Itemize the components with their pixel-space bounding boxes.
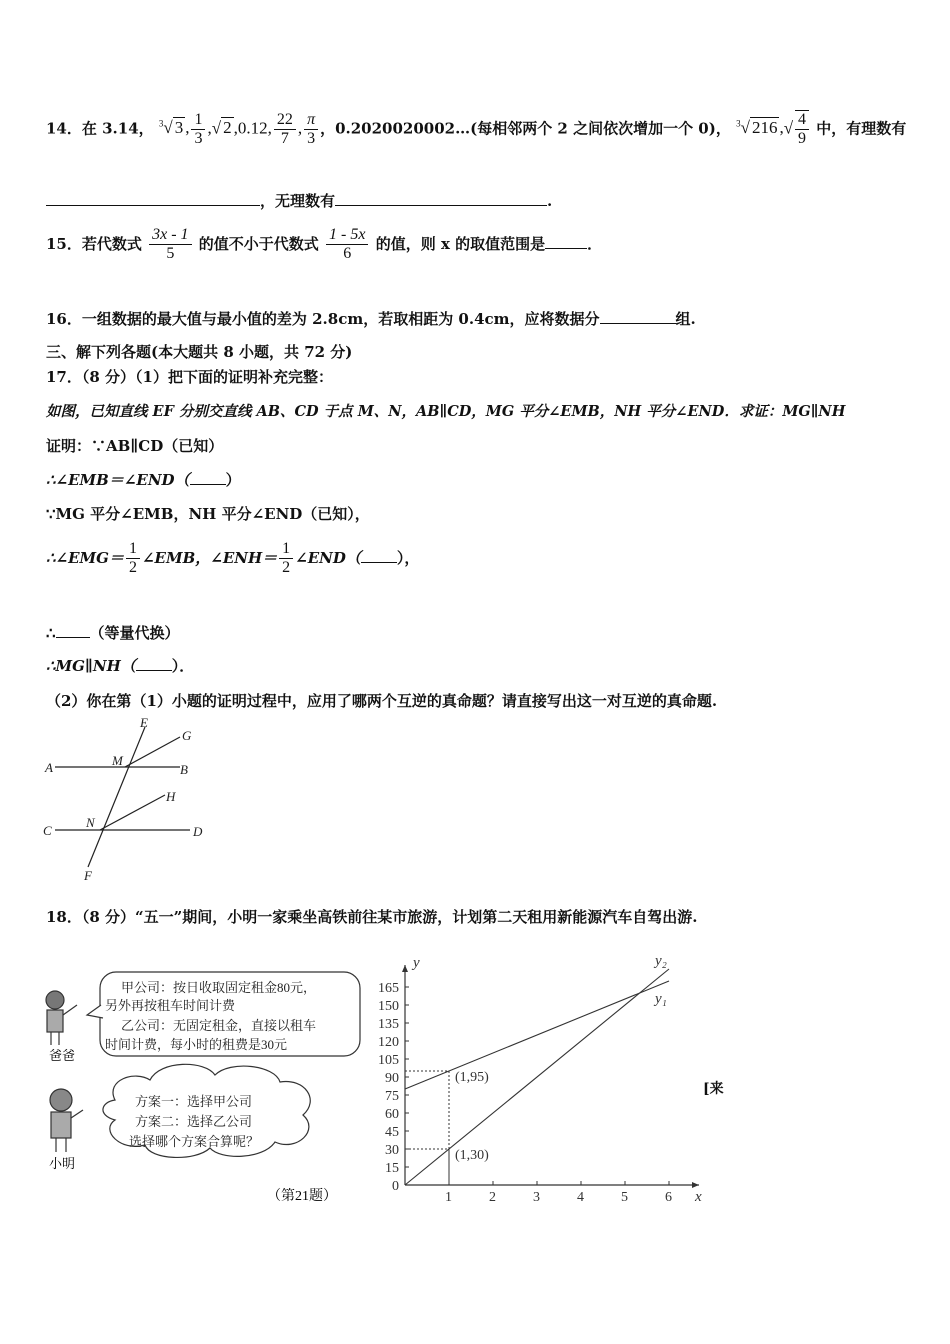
ming-bubble-line-2: 方案二：选择乙公司	[135, 1114, 253, 1129]
q17-number: 17．	[46, 368, 82, 386]
q16-line	[46, 308, 696, 329]
x-tick-label-1: 1	[445, 1190, 452, 1205]
q17-proof4-b: ∠EMB，∠ENH＝	[141, 548, 278, 567]
dad-figure	[46, 991, 77, 1045]
q18-score: （8 分）	[81, 908, 136, 926]
q17-blank-4[interactable]	[136, 670, 172, 671]
fraction-4-9: $\frac{4}{9}$	[795, 110, 809, 149]
annotation-label-1: (1,30)	[455, 1148, 489, 1163]
q15-line	[46, 226, 602, 264]
label-n: N	[86, 815, 95, 830]
figure-caption: （第21题）	[267, 1189, 337, 1204]
series-line-y1	[405, 981, 669, 1089]
q15-frac1-num: 3x - 1	[149, 226, 191, 245]
y-tick-label-30: 30	[385, 1143, 399, 1158]
q14-list-tail: ，0.2020020002…(每相邻两个 2 之间依次增加一个 0)，	[320, 119, 731, 138]
q17-part1-intro: （1）把下面的证明补充完整：	[135, 368, 333, 386]
label-m: M	[112, 753, 123, 768]
x-tick-label-2: 2	[489, 1190, 496, 1205]
y-tick-label-90: 90	[385, 1071, 399, 1086]
fraction-one-third: $\frac{1}{3}$	[191, 111, 205, 149]
annotation-label-0: (1,95)	[455, 1070, 489, 1085]
label-f: F	[84, 868, 92, 883]
q17-proof-6	[46, 655, 194, 676]
y-axis-arrow	[402, 965, 408, 972]
q17-blank-1[interactable]	[190, 484, 226, 485]
q17-proof-4	[46, 540, 419, 578]
label-g: G	[182, 728, 192, 743]
dad-bubble-line-2: 另外再按租车时间计费	[105, 998, 236, 1013]
q15-post: 的值，则 x 的取值范围是	[375, 234, 546, 253]
half-den-1: 2	[128, 559, 137, 577]
q17-proof5-post: （等量代换）	[89, 624, 180, 642]
x-tick-label-4: 4	[577, 1190, 584, 1205]
q14-blank-irrational[interactable]	[335, 205, 547, 206]
q17-proof4-a: ∴∠EMG＝	[46, 548, 124, 567]
y-tick-label-75: 75	[385, 1089, 399, 1104]
q14-post: 中，有理数有	[816, 119, 907, 138]
q16-number: 16．	[46, 310, 82, 328]
section-3-heading: 三、解下列各题(本大题共 8 小题，共 72 分)	[46, 343, 353, 361]
q18-text: “五一”期间，小明一家乘坐高铁前往某市旅游，计划第二天租用新能源汽车自驾出游.	[135, 908, 698, 926]
q16-text: 一组数据的最大值与最小值的差为 2.8cm，若取相距为 0.4cm，应将数据分	[81, 310, 600, 328]
label-b: B	[180, 762, 188, 777]
q14-line2	[46, 190, 552, 211]
q15-mid: 的值不小于代数式	[198, 234, 319, 253]
q18-line	[46, 906, 698, 927]
q15-blank[interactable]	[545, 248, 587, 249]
q17-blank-2[interactable]	[361, 562, 397, 563]
y-tick-label-120: 120	[378, 1035, 399, 1050]
q17-proof2-pre: ∴∠EMB＝∠END（	[46, 471, 190, 489]
y-tick-label-0: 0	[392, 1179, 399, 1194]
q17-proof-3: ∵MG 平分∠EMB，NH 平分∠END（已知），	[46, 505, 370, 523]
half-num-1: 1	[126, 540, 140, 559]
q14-line1: 14．在 3.14， $^3$√ 3 , $\frac{1}{3}$ ,√ 2 ,0.12, $\frac{22}{7}$ , $\frac{\pi}{3}$ ，0.2020020002…(每相邻两个 2 之间依次增加一个 0)， $^3$√ 216 ,√ $\frac{4}{9}$ 中，有理数有	[46, 110, 907, 148]
q17-proof6-post: ）．	[171, 657, 195, 675]
q14-mid: ，无理数有	[260, 192, 336, 210]
q15-fraction-2	[326, 226, 368, 264]
q15-pre: 若代数式	[81, 234, 142, 253]
rental-cost-chart	[365, 935, 705, 1210]
y-tick-label-165: 165	[378, 981, 399, 996]
ray-mg	[125, 737, 180, 767]
half-num-2: 1	[279, 540, 293, 559]
x-tick-label-6: 6	[665, 1190, 672, 1205]
q15-frac2-num: 1 - 5x	[326, 226, 368, 245]
sqrt-4-9: √	[783, 118, 794, 138]
q17-proof-1: 证明：∵AB∥CD（已知）	[46, 437, 224, 455]
q15-frac1-den: 5	[166, 245, 175, 263]
dad-label: 爸爸	[49, 1048, 76, 1063]
q15-fraction-1	[149, 226, 191, 264]
q18-number: 18．	[46, 908, 82, 926]
line-ef	[88, 727, 145, 867]
q14-blank-rational[interactable]	[46, 205, 260, 206]
half-fraction-2	[279, 540, 293, 578]
y-tick-label-60: 60	[385, 1107, 399, 1122]
ming-figure	[50, 1089, 83, 1152]
q17-blank-3[interactable]	[56, 637, 90, 638]
x-axis-arrow	[692, 1182, 699, 1188]
y-tick-label-15: 15	[385, 1161, 399, 1176]
sqrt-2: ,√ 2 ,0.12,	[207, 118, 272, 138]
q17-proof-2	[46, 469, 241, 490]
label-h: H	[166, 789, 176, 804]
q17-header	[46, 366, 333, 387]
q16-end: 组.	[675, 310, 696, 328]
ming-bubble-line-3: 选择哪个方案合算呢？	[129, 1134, 260, 1149]
q17-proof4-c: ∠END（	[295, 548, 361, 567]
q17-score: （8 分）	[81, 368, 136, 386]
y-tick-label-45: 45	[385, 1125, 399, 1140]
q15-end: ．	[587, 234, 603, 253]
half-fraction-1	[126, 540, 140, 578]
q17-proof5-pre: ∴	[46, 624, 56, 642]
label-a: A	[45, 760, 53, 775]
q16-blank[interactable]	[600, 323, 676, 324]
cube-root-3: $^3$√ 3 ,	[158, 118, 190, 138]
stray-text: [来	[703, 1081, 724, 1097]
y-tick-label-150: 150	[378, 999, 399, 1014]
fraction-22-7: $\frac{22}{7}$	[274, 111, 296, 149]
q18-illustration	[35, 960, 370, 1210]
x-tick-label-5: 5	[621, 1190, 628, 1205]
q17-geometry-figure	[40, 715, 220, 885]
dad-bubble-line-1: 甲公司：按日收取固定租金80元，	[121, 980, 317, 995]
half-den-2: 2	[282, 559, 291, 577]
q15-frac2-den: 6	[343, 245, 352, 263]
y-tick-label-105: 105	[378, 1053, 399, 1068]
q17-proof4-d: ），	[396, 548, 420, 567]
cube-root-216: $^3$√ 216 ,	[736, 118, 784, 138]
fraction-pi-3: $\frac{\pi}{3}$	[304, 111, 318, 149]
q17-proof-5	[46, 622, 180, 643]
ming-bubble-line-1: 方案一：选择甲公司	[135, 1094, 253, 1109]
series-label-y1: y₁	[655, 991, 667, 1007]
q17-part2: （2）你在第（1）小题的证明过程中，应用了哪两个互逆的真命题？请直接写出这一对互逆的真命题.	[46, 692, 718, 710]
q14-pre: 在 3.14，	[81, 119, 154, 138]
y-tick-label-135: 135	[378, 1017, 399, 1032]
q15-number: 15．	[46, 234, 82, 253]
y-axis-label: y	[413, 955, 420, 971]
x-axis-label: x	[695, 1189, 702, 1205]
q17-given: 如图，已知直线 EF 分别交直线 AB、CD 于点 M、N，AB∥CD，MG 平分∠EMB，NH 平分∠END．求证：MG∥NH	[46, 403, 846, 420]
q17-proof2-post: ）	[225, 471, 241, 489]
label-d: D	[193, 824, 203, 839]
q14-number: 14．	[46, 119, 82, 138]
q17-proof6-pre: ∴MG∥NH（	[46, 657, 136, 675]
series-line-y2	[405, 969, 669, 1185]
q14-end: .	[547, 192, 553, 210]
series-label-y2: y₂	[655, 953, 667, 969]
ming-label: 小明	[49, 1156, 76, 1171]
x-tick-label-3: 3	[533, 1190, 540, 1205]
dad-bubble-line-4: 时间计费，每小时的租费是30元	[105, 1037, 288, 1052]
label-e: E	[140, 715, 148, 730]
label-c: C	[43, 823, 52, 838]
dad-bubble-line-3: 乙公司：无固定租金，直接以租车	[121, 1018, 317, 1033]
